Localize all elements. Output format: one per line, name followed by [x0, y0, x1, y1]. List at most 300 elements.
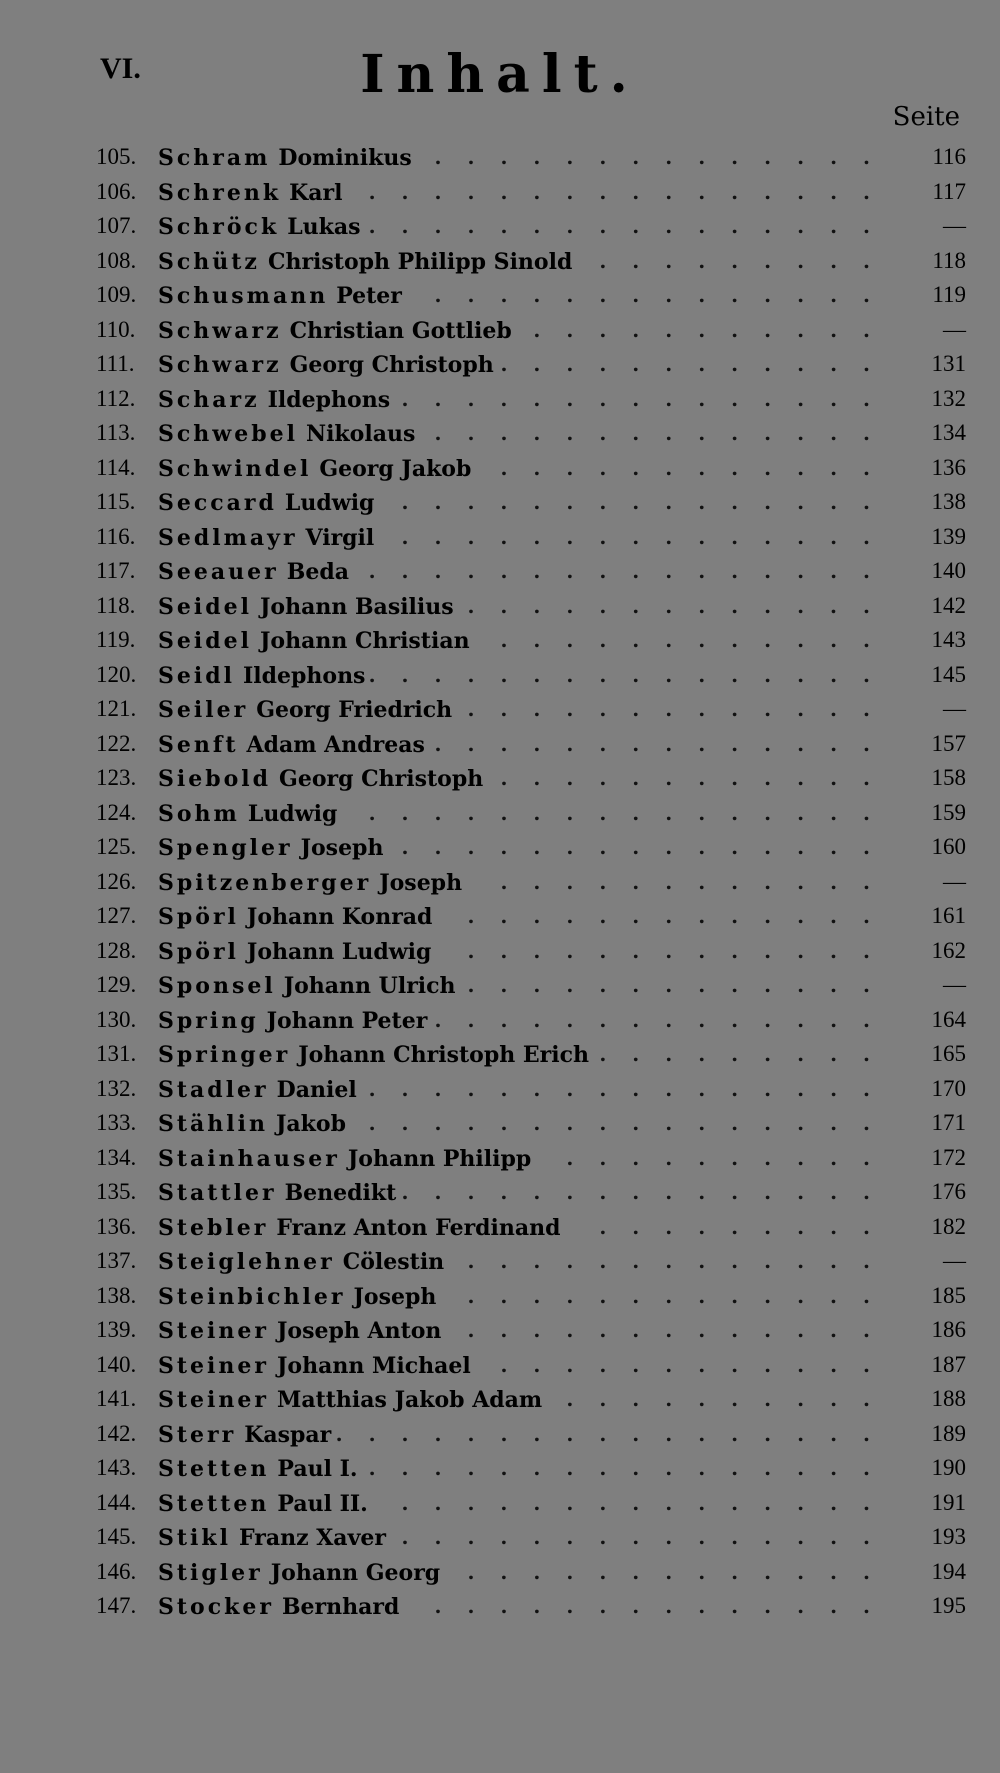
entry-given-name: Johann Philipp [347, 1145, 532, 1172]
entry-surname: Steiner [158, 1352, 269, 1379]
dot-leader: ............ [500, 1352, 896, 1377]
entry-surname: Spitzenberger [158, 869, 372, 896]
toc-entry [96, 727, 966, 762]
entry-number: 115. [96, 489, 136, 514]
entry-name [158, 899, 432, 935]
entry-page-number: 165 [931, 1041, 966, 1066]
entry-page-number: 172 [931, 1144, 966, 1170]
toc-entry [96, 1417, 966, 1452]
entry-number: 134. [96, 1144, 137, 1170]
dot-leader: ............ [500, 352, 896, 376]
entry-page-number: 117 [932, 178, 966, 204]
dot-leader: ............... [401, 524, 896, 549]
entry-number: 138. [96, 1282, 137, 1308]
entry-page-number: 162 [931, 937, 966, 963]
toc-entry [96, 1003, 966, 1038]
entry-number: 118. [96, 592, 136, 618]
toc-entry [96, 520, 966, 555]
dot-leader: ................ [368, 1456, 896, 1480]
entry-number: 120. [96, 661, 137, 687]
entry-name [158, 830, 383, 866]
entry-surname: Spörl [158, 938, 239, 965]
entry-name [158, 865, 462, 901]
entry-surname: Sponsel [158, 973, 276, 999]
entry-page-number: 170 [931, 1075, 966, 1101]
dot-leader: ............ [500, 628, 896, 652]
entry-page-number: — [943, 1248, 966, 1273]
entry-number: 137. [96, 1248, 137, 1273]
toc-entry [96, 485, 966, 520]
entry-given-name: Matthias Jakob Adam [277, 1387, 543, 1413]
entry-given-name: Johann Ludwig [246, 938, 432, 965]
entry-given-name: Johann Michael [277, 1352, 471, 1379]
entry-given-name: Joseph [353, 1283, 437, 1310]
entry-name [158, 692, 452, 728]
entry-number: 142. [96, 1420, 137, 1446]
entry-given-name: Virgil [305, 524, 375, 551]
dot-leader: ............. [467, 938, 896, 963]
entry-name [158, 347, 494, 383]
entry-surname: Scharz [158, 386, 260, 413]
entry-surname: Stigler [158, 1559, 263, 1586]
entry-surname: Stetten [158, 1490, 270, 1517]
dot-leader: ............... [401, 1525, 896, 1549]
toc-entry [96, 1106, 966, 1141]
entry-number: 124. [96, 799, 137, 825]
dot-leader: .......... [566, 1145, 896, 1170]
entry-surname: Schütz [158, 248, 260, 275]
toc-entry [96, 830, 966, 865]
entry-given-name: Daniel [276, 1076, 357, 1103]
entry-page-number: 186 [931, 1317, 966, 1342]
entry-page-number: 158 [931, 765, 966, 790]
toc-entry [96, 1175, 966, 1210]
entry-name [158, 1072, 357, 1108]
entry-surname: Schrenk [158, 179, 282, 206]
dot-leader: .............. [434, 283, 896, 307]
entry-given-name: Franz Anton Ferdinand [276, 1214, 561, 1241]
entry-surname: Stainhauser [158, 1145, 340, 1172]
entry-given-name: Ildephons [242, 662, 366, 689]
toc-entry [96, 1555, 966, 1590]
toc-entry [96, 1037, 966, 1072]
entry-page-number: 118 [932, 247, 966, 273]
toc-entry [96, 175, 966, 210]
page-column-header: Seite [892, 102, 960, 132]
entry-name [158, 278, 402, 314]
entry-page-number: 194 [931, 1558, 966, 1584]
entry-name [158, 658, 365, 694]
toc-entry [96, 1072, 966, 1107]
toc-entry [96, 761, 966, 796]
toc-entry [96, 1279, 966, 1314]
entry-given-name: Nikolaus [305, 421, 416, 447]
entry-page-number: — [943, 696, 966, 721]
entry-surname: Spengler [158, 835, 293, 861]
entry-number: 119. [96, 627, 136, 652]
entry-name [158, 761, 483, 797]
entry-surname: Steinbichler [158, 1283, 346, 1310]
entry-name [158, 1555, 440, 1591]
entry-page-number: 171 [931, 1110, 966, 1135]
toc-entry [96, 1348, 966, 1383]
entry-number: 110. [96, 316, 136, 342]
dot-leader: ............. [467, 697, 896, 721]
toc-entry [96, 347, 966, 382]
entry-name [158, 1210, 561, 1246]
entry-page-number: 116 [932, 144, 966, 169]
dot-leader: ............... [401, 490, 896, 514]
entry-given-name: Paul II. [277, 1490, 368, 1517]
entry-surname: Stetten [158, 1456, 270, 1482]
dot-leader: ......... [599, 1042, 896, 1066]
entry-given-name: Christian Gottlieb [289, 317, 512, 344]
toc-entry [96, 1210, 966, 1245]
entry-surname: Seiler [158, 697, 249, 723]
entry-surname: Schwindel [158, 455, 312, 482]
dot-leader: ................ [368, 1111, 896, 1135]
entry-name [158, 1313, 441, 1349]
toc-entry [96, 865, 966, 900]
entry-given-name: Christoph Philipp Sinold [267, 248, 573, 275]
entry-page-number: 142 [931, 592, 966, 618]
toc-entry [96, 1520, 966, 1555]
entry-name [158, 1279, 436, 1315]
entry-given-name: Georg Friedrich [256, 697, 453, 723]
toc-entry [96, 934, 966, 969]
dot-leader: ................. [335, 1421, 896, 1446]
entry-number: 117. [96, 558, 136, 583]
entry-number: 111. [96, 351, 135, 376]
entry-name [158, 1451, 358, 1487]
dot-leader: ............. [467, 593, 896, 618]
toc-entry [96, 658, 966, 693]
entry-name [158, 1106, 346, 1142]
entry-number: 146. [96, 1558, 137, 1584]
entry-number: 139. [96, 1317, 137, 1342]
dot-leader: .............. [434, 421, 896, 445]
entry-name [158, 1003, 427, 1039]
entry-name [158, 589, 454, 625]
entry-name [158, 968, 456, 1004]
entry-surname: Sedlmayr [158, 524, 298, 551]
entry-surname: Schwarz [158, 317, 282, 344]
dot-leader: ................ [368, 214, 896, 238]
entry-number: 123. [96, 765, 137, 790]
entry-name [158, 1244, 444, 1280]
toc-entry [96, 1451, 966, 1486]
entry-given-name: Georg Christoph [279, 766, 484, 792]
entry-page-number: — [943, 972, 966, 997]
entry-given-name: Ludwig [284, 490, 375, 516]
entry-number: 126. [96, 868, 137, 894]
entry-given-name: Johann Konrad [246, 904, 433, 930]
entry-page-number: 188 [931, 1386, 966, 1411]
entry-given-name: Peter [336, 283, 402, 309]
entry-number: 128. [96, 937, 137, 963]
entry-given-name: Joseph [379, 869, 463, 896]
entry-page-number: 164 [931, 1006, 966, 1032]
entry-name [158, 1417, 331, 1453]
entry-given-name: Johann Peter [266, 1007, 428, 1034]
entry-given-name: Joseph Anton [277, 1318, 442, 1344]
dot-leader: ............ [500, 869, 896, 894]
entry-page-number: 195 [931, 1593, 966, 1618]
entry-surname: Schröck [158, 214, 280, 240]
entry-surname: Seccard [158, 490, 277, 516]
dot-leader: ............... [401, 386, 896, 411]
entry-surname: Senft [158, 731, 239, 758]
dot-leader: ............... [401, 835, 896, 859]
toc-entry [96, 1244, 966, 1279]
entry-page-number: 187 [931, 1351, 966, 1377]
entry-page-number: 176 [931, 1179, 966, 1204]
entry-given-name: Franz Xaver [239, 1525, 386, 1551]
entry-given-name: Johann Basilius [259, 593, 454, 620]
entry-page-number: — [943, 213, 966, 238]
page-number: VI. [100, 52, 141, 85]
entry-name [158, 1486, 368, 1522]
entry-surname: Schusmann [158, 283, 329, 309]
entry-surname: Stählin [158, 1111, 269, 1137]
entry-surname: Steiner [158, 1387, 269, 1413]
toc-entry [96, 382, 966, 417]
entry-name [158, 796, 337, 832]
dot-leader: ............. [467, 904, 896, 928]
entry-page-number: 160 [931, 834, 966, 859]
dot-leader: .............. [434, 1594, 896, 1618]
entry-page-number: 159 [931, 799, 966, 825]
page-title: Inhalt. [360, 44, 640, 105]
entry-page-number: — [943, 316, 966, 342]
entry-page-number: 190 [931, 1455, 966, 1480]
toc-entry [96, 1141, 966, 1176]
entry-name [158, 1037, 589, 1073]
entry-name [158, 382, 390, 418]
entry-surname: Sohm [158, 800, 240, 827]
dot-leader: ......... [599, 248, 896, 273]
toc-entry [96, 1589, 966, 1624]
entry-given-name: Benedikt [284, 1180, 397, 1206]
toc-entry [96, 1382, 966, 1417]
entry-name [158, 934, 431, 970]
dot-leader: .............. [434, 1007, 896, 1032]
dot-leader: ................ [368, 179, 896, 204]
dot-leader: ................ [368, 1076, 896, 1101]
dot-leader: ............. [467, 1283, 896, 1308]
entry-given-name: Johann Georg [270, 1559, 441, 1586]
entry-surname: Schram [158, 145, 271, 171]
entry-page-number: 182 [931, 1213, 966, 1239]
entry-page-number: 145 [931, 661, 966, 687]
entry-given-name: Beda [286, 559, 349, 585]
entry-number: 106. [96, 178, 137, 204]
entry-given-name: Dominikus [278, 145, 412, 171]
entry-name [158, 623, 470, 659]
entry-page-number: 134 [931, 420, 966, 445]
entry-given-name: Georg Christoph [289, 352, 494, 378]
entry-name [158, 1589, 399, 1625]
entry-page-number: 131 [931, 351, 966, 376]
dot-leader: ............... [401, 1180, 896, 1204]
entry-surname: Seidel [158, 628, 252, 654]
entry-surname: Seidel [158, 593, 252, 620]
toc-entry [96, 692, 966, 727]
entry-page-number: 189 [931, 1420, 966, 1446]
entry-surname: Stikl [158, 1525, 232, 1551]
entry-name [158, 1382, 542, 1418]
dot-leader: ......... [599, 1214, 896, 1239]
entry-surname: Seidl [158, 662, 235, 689]
entry-number: 113. [96, 420, 136, 445]
entry-surname: Sterr [158, 1421, 237, 1448]
dot-leader: ............... [401, 1490, 896, 1515]
entry-surname: Stebler [158, 1214, 269, 1241]
entry-name [158, 727, 425, 763]
entry-page-number: 185 [931, 1282, 966, 1308]
entry-given-name: Ildephons [267, 386, 391, 413]
entry-name [158, 416, 415, 452]
entry-number: 122. [96, 730, 137, 756]
entry-number: 112. [96, 385, 136, 411]
entry-page-number: 132 [931, 385, 966, 411]
entry-number: 135. [96, 1179, 137, 1204]
entry-name [158, 244, 572, 280]
entry-name [158, 1520, 386, 1556]
toc-entry [96, 1313, 966, 1348]
entry-surname: Schwarz [158, 352, 282, 378]
entry-number: 105. [96, 144, 137, 169]
entry-surname: Steiner [158, 1318, 269, 1344]
entry-name [158, 1175, 396, 1211]
entry-given-name: Johann Ulrich [283, 973, 456, 999]
entry-page-number: 193 [931, 1524, 966, 1549]
entry-name [158, 451, 471, 487]
entry-page-number: 161 [931, 903, 966, 928]
entry-surname: Stattler [158, 1180, 277, 1206]
toc-entry [96, 416, 966, 451]
entry-number: 127. [96, 903, 137, 928]
entry-name [158, 313, 512, 349]
entry-given-name: Joseph [300, 835, 384, 861]
dot-leader: ............ [500, 766, 896, 790]
toc-entry [96, 140, 966, 175]
dot-leader: .......... [566, 1387, 896, 1411]
entry-number: 131. [96, 1041, 137, 1066]
entry-surname: Springer [158, 1042, 291, 1068]
entry-surname: Stocker [158, 1594, 274, 1620]
entry-page-number: 139 [931, 523, 966, 549]
entry-name [158, 520, 374, 556]
dot-leader: ............. [467, 1249, 896, 1273]
entry-number: 147. [96, 1593, 137, 1618]
toc-entry [96, 554, 966, 589]
entry-given-name: Kaspar [244, 1421, 332, 1448]
entry-number: 144. [96, 1489, 137, 1515]
entry-number: 130. [96, 1006, 137, 1032]
entry-number: 125. [96, 834, 137, 859]
toc-entry [96, 796, 966, 831]
toc-entry [96, 1486, 966, 1521]
entry-name [158, 1348, 471, 1384]
entry-page-number: 119 [932, 282, 966, 307]
entry-given-name: Adam Andreas [246, 731, 425, 758]
entry-surname: Schwebel [158, 421, 298, 447]
entry-number: 132. [96, 1075, 137, 1101]
entry-number: 121. [96, 696, 137, 721]
dot-leader: ................ [368, 662, 896, 687]
entry-page-number: 136 [931, 454, 966, 480]
entry-number: 116. [96, 523, 136, 549]
entry-surname: Spring [158, 1007, 259, 1034]
entry-name [158, 485, 374, 521]
entry-given-name: Bernhard [281, 1594, 400, 1620]
toc-entry [96, 209, 966, 244]
entry-page-number: 140 [931, 558, 966, 583]
dot-leader: ............ [500, 455, 896, 480]
entry-surname: Steiglehner [158, 1249, 335, 1275]
entry-page-number: — [943, 868, 966, 894]
dot-leader: ................ [368, 559, 896, 583]
entry-page-number: 138 [931, 489, 966, 514]
entry-number: 109. [96, 282, 137, 307]
entry-name [158, 140, 412, 176]
dot-leader: ............. [467, 1559, 896, 1584]
toc-entry [96, 244, 966, 279]
toc-entry [96, 968, 966, 1003]
entry-number: 145. [96, 1524, 137, 1549]
toc-entry [96, 623, 966, 658]
entry-given-name: Lukas [287, 214, 361, 240]
entry-name [158, 554, 349, 590]
entry-given-name: Karl [289, 179, 343, 206]
dot-leader: ............. [467, 973, 896, 997]
entry-given-name: Georg Jakob [319, 455, 472, 482]
dot-leader: ........... [533, 317, 896, 342]
entry-number: 107. [96, 213, 137, 238]
dot-leader: .............. [434, 731, 896, 756]
entry-page-number: 143 [931, 627, 966, 652]
entry-given-name: Johann Christoph Erich [298, 1042, 589, 1068]
toc-entry [96, 313, 966, 348]
entry-given-name: Ludwig [247, 800, 338, 827]
toc-entry [96, 899, 966, 934]
entry-surname: Siebold [158, 766, 272, 792]
entry-given-name: Cölestin [342, 1249, 445, 1275]
toc-entry [96, 589, 966, 624]
entry-number: 143. [96, 1455, 137, 1480]
entry-given-name: Paul I. [277, 1456, 358, 1482]
dot-leader: .............. [434, 145, 896, 169]
entry-number: 108. [96, 247, 137, 273]
toc-entry [96, 278, 966, 313]
dot-leader: ................ [368, 800, 896, 825]
entry-number: 114. [96, 454, 136, 480]
entry-number: 140. [96, 1351, 137, 1377]
entry-surname: Seeauer [158, 559, 279, 585]
entry-surname: Spörl [158, 904, 239, 930]
entry-number: 129. [96, 972, 137, 997]
entry-number: 136. [96, 1213, 137, 1239]
entry-name [158, 1141, 531, 1177]
entry-name [158, 175, 342, 211]
entry-page-number: 191 [931, 1489, 966, 1515]
entry-surname: Stadler [158, 1076, 269, 1103]
entry-number: 133. [96, 1110, 137, 1135]
entry-given-name: Johann Christian [259, 628, 470, 654]
table-of-contents [96, 140, 966, 1624]
entry-page-number: 157 [931, 730, 966, 756]
